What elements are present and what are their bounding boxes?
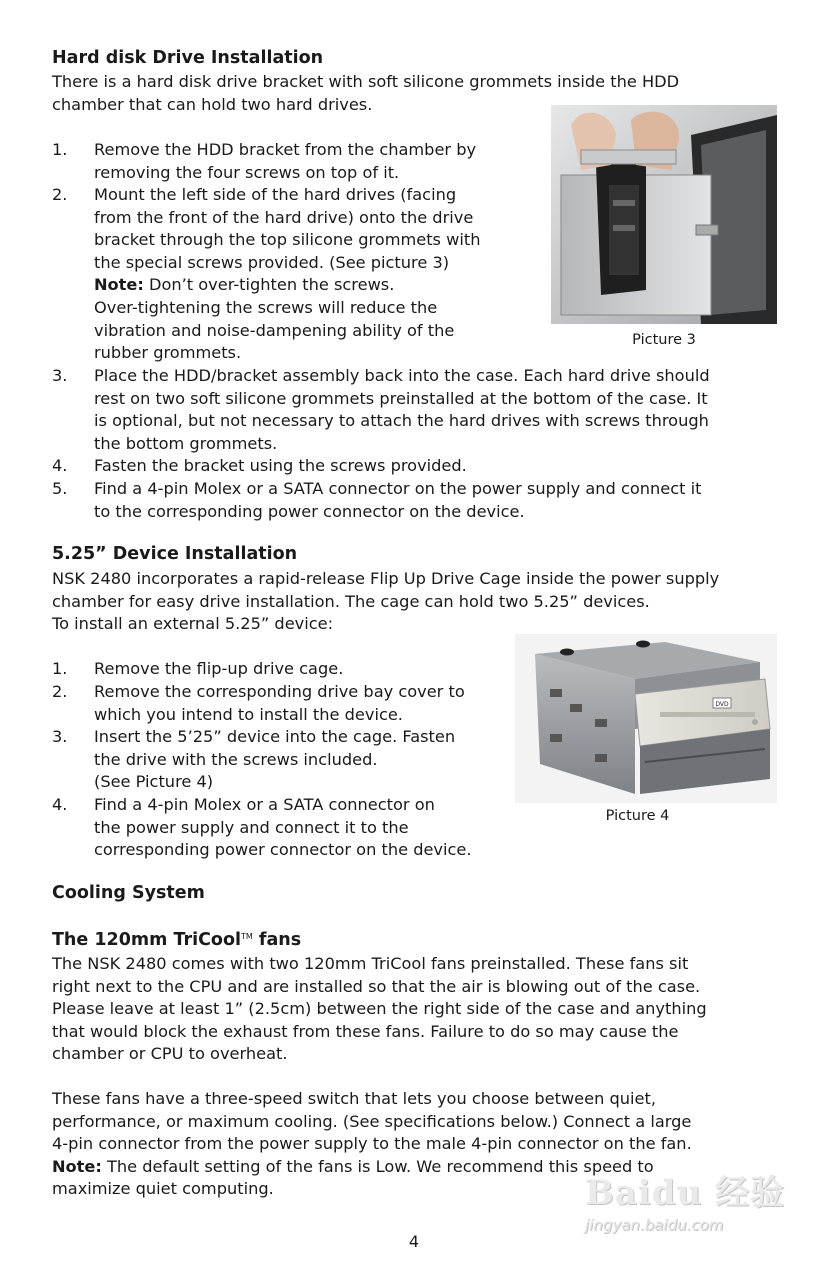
device-intro: NSK 2480 incorporates a rapid-release Flip Up Drive Cage inside the power supply chamber for easy drive installation. The cage can hold two 5.25” devices. To install an external 5.25” device: bbox=[52, 569, 720, 634]
device-heading: 5.25” Device Installation bbox=[52, 544, 298, 564]
device-step-1: Remove the flip-up drive cage. bbox=[94, 659, 344, 678]
hdd-step-3-num: 3. bbox=[52, 366, 68, 385]
hdd-step-2: Mount the left side of the hard drives (facing from the front of the hard drive) onto the drive bracket through the top silicone grommets with the special screws provided. (See picture 3) Note: Don’t over-tighten the screws. Over-tightening the screws will reduce the vibration and noise-dampening ability of the rubber grommets. bbox=[94, 185, 481, 363]
dvd-label: DVD bbox=[715, 701, 729, 708]
fans-paragraph-1: The NSK 2480 comes with two 120mm TriCool fans preinstalled. These fans sit right next to the CPU and are installed so that the air is blowing out of the case. Please leave at least 1” (2.5cm) between the right side of the case and anything that would block the exhaust from these fans. Failure to do so may cause the chamber or CPU to overheat. bbox=[52, 954, 707, 1064]
device-step-3: Insert the 5’25” device into the cage. Fasten the drive with the screws included. (See Picture 4) bbox=[94, 727, 456, 792]
drive-cage-illustration bbox=[515, 634, 777, 803]
picture-3-caption: Picture 3 bbox=[632, 332, 696, 348]
device-step-3-num: 3. bbox=[52, 727, 68, 746]
watermark-logo: Baidu 经验 bbox=[585, 1173, 786, 1213]
device-step-2-num: 2. bbox=[52, 682, 68, 701]
picture-4-drive-cage bbox=[515, 634, 777, 803]
picture-3-hdd-bracket bbox=[551, 105, 777, 324]
fans-note: Note: The default setting of the fans is Low. We recommend this speed to bbox=[52, 1156, 654, 1176]
hdd-step-4: Fasten the bracket using the screws provided. bbox=[94, 456, 467, 475]
device-step-2: Remove the corresponding drive bay cover to which you intend to install the device. bbox=[94, 682, 465, 724]
fans-paragraph-2: These fans have a three-speed switch that lets you choose between quiet, performance, or maximum cooling. (See specifications below.) Connect a large 4-pin connector from the power supply to the male 4-pin connector on the fan. Note: The default setting of the fans is Low. We recommend this speed to maximize quiet computing. bbox=[52, 1089, 692, 1199]
hdd-step-5: Find a 4-pin Molex or a SATA connector on the power supply and connect it to the corresponding power connector on the device. bbox=[94, 479, 702, 521]
device-step-4: Find a 4-pin Molex or a SATA connector on the power supply and connect it to the corresponding power connector on the device. bbox=[94, 795, 472, 860]
cooling-heading: Cooling System bbox=[52, 883, 205, 903]
hdd-step-5-num: 5. bbox=[52, 479, 68, 498]
hdd-step-4-num: 4. bbox=[52, 456, 68, 475]
baidu-watermark bbox=[585, 1165, 785, 1255]
hdd-heading: Hard disk Drive Installation bbox=[52, 48, 324, 68]
hdd-bracket-illustration bbox=[551, 105, 777, 324]
hdd-step-3: Place the HDD/bracket assembly back into the case. Each hard drive should rest on two soft silicone grommets preinstalled at the bottom of the case. It is optional, but not necessary to attach the hard drives with screws through the bottom grommets. bbox=[94, 366, 710, 453]
fans-heading: The 120mm TriCool™ fans bbox=[52, 930, 302, 950]
hdd-intro: There is a hard disk drive bracket with soft silicone grommets inside the HDD chamber that can hold two hard drives. bbox=[52, 72, 680, 114]
hdd-step-2-num: 2. bbox=[52, 185, 68, 204]
hdd-step-1-num: 1. bbox=[52, 140, 68, 159]
watermark-url: jingyan.baidu.com bbox=[585, 1216, 724, 1234]
hdd-note: Note: Don’t over-tighten the screws. bbox=[94, 275, 395, 295]
device-step-4-num: 4. bbox=[52, 795, 68, 814]
hdd-step-1: Remove the HDD bracket from the chamber by removing the four screws on top of it. bbox=[94, 140, 477, 182]
device-step-1-num: 1. bbox=[52, 659, 68, 678]
picture-4-caption: Picture 4 bbox=[605, 808, 670, 824]
page-number: 4 bbox=[408, 1232, 420, 1251]
